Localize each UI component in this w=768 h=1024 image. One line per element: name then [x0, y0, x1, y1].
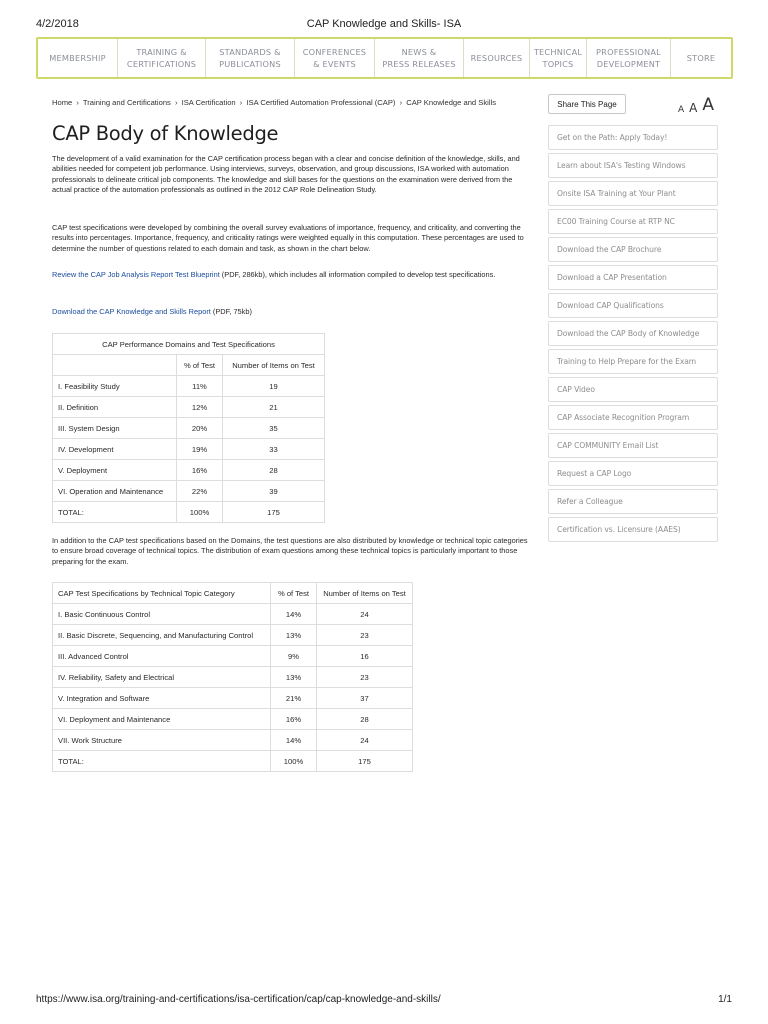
table-cell: TOTAL:: [53, 502, 177, 523]
table-cell: III. System Design: [53, 418, 177, 439]
nav-conferences-events[interactable]: [295, 39, 375, 77]
sidebar-item-ec00-course[interactable]: EC00 Training Course at RTP NC: [548, 209, 718, 234]
table-cell: II. Basic Discrete, Sequencing, and Manufacturing Control: [53, 625, 271, 646]
print-date: 4/2/2018: [36, 18, 79, 30]
table-cell: 21%: [271, 688, 317, 709]
table-cell: II. Definition: [53, 397, 177, 418]
nav-standards-label: STANDARDS & PUBLICATIONS: [219, 47, 281, 69]
table-row: [53, 646, 413, 667]
table-cell: 21: [223, 397, 325, 418]
table-cell: TOTAL:: [53, 751, 271, 772]
table-header-row: [53, 355, 325, 376]
sidebar-item-certification-licensure[interactable]: Certification vs. Licensure (AAES): [548, 517, 718, 542]
technical-topics-paragraph: In addition to the CAP test specifications based on the Domains, the test questions are also distributed by knowledge or technical topic categories to ensure broad coverage of technical topics. The distribution of exam questions among these technical topics is particularly important to those preparing for the exam.: [52, 536, 528, 566]
nav-conferences-label: CONFERENCES & EVENTS: [302, 47, 367, 69]
table-cell: 11%: [177, 376, 223, 397]
table-row: [53, 376, 325, 397]
table-cell: 14%: [271, 730, 317, 751]
table-cell: 22%: [177, 481, 223, 502]
ks-report-paragraph: [52, 307, 532, 317]
ks-report-link[interactable]: Download the CAP Knowledge and Skills Report: [52, 307, 211, 316]
sidebar-links: [548, 125, 718, 545]
table-cell: 20%: [177, 418, 223, 439]
table-header: % of Test: [271, 583, 317, 604]
table-cell: 100%: [177, 502, 223, 523]
nav-professional-development[interactable]: [587, 39, 671, 77]
table-row: [53, 751, 413, 772]
table-caption: CAP Performance Domains and Test Specifications: [53, 334, 325, 355]
nav-training-label: TRAINING & CERTIFICATIONS: [126, 47, 197, 69]
print-title: CAP Knowledge and Skills- ISA: [306, 18, 462, 30]
breadcrumb-separator: ›: [76, 98, 79, 107]
sidebar-item-onsite-training[interactable]: Onsite ISA Training at Your Plant: [548, 181, 718, 206]
table-cell: 13%: [271, 667, 317, 688]
table-caption-row: [53, 334, 325, 355]
sidebar-item-presentation[interactable]: Download a CAP Presentation: [548, 265, 718, 290]
breadcrumb-home[interactable]: Home: [52, 98, 73, 107]
table-row: [53, 397, 325, 418]
table-row: [53, 730, 413, 751]
table-cell: 24: [317, 730, 413, 751]
blueprint-text: (PDF, 286kb), which includes all information compiled to develop test specifications.: [219, 270, 496, 279]
blueprint-link[interactable]: Review the CAP Job Analysis Report Test Blueprint: [52, 270, 220, 279]
breadcrumb-isa-certification[interactable]: ISA Certification: [181, 98, 236, 107]
table-cell: 9%: [271, 646, 317, 667]
table-cell: III. Advanced Control: [53, 646, 271, 667]
table-row: [53, 460, 325, 481]
nav-membership[interactable]: [38, 39, 118, 77]
nav-technical-label: TECHNICAL TOPICS: [533, 47, 583, 69]
table-header: CAP Test Specifications by Technical Topic Category: [53, 583, 271, 604]
sidebar-item-email-list[interactable]: CAP COMMUNITY Email List: [548, 433, 718, 458]
sidebar-item-refer-colleague[interactable]: Refer a Colleague: [548, 489, 718, 514]
sidebar-item-brochure[interactable]: Download the CAP Brochure: [548, 237, 718, 262]
table-row: [53, 481, 325, 502]
table-cell: 28: [317, 709, 413, 730]
table-header: [53, 355, 177, 376]
share-page-button[interactable]: Share This Page: [548, 94, 626, 114]
table-cell: VII. Work Structure: [53, 730, 271, 751]
table-cell: V. Deployment: [53, 460, 177, 481]
table-cell: 28: [223, 460, 325, 481]
nav-resources-label: RESOURCES: [470, 53, 523, 63]
sidebar-item-body-of-knowledge[interactable]: Download the CAP Body of Knowledge: [548, 321, 718, 346]
table-cell: 24: [317, 604, 413, 625]
nav-store-label: STORE: [686, 53, 716, 63]
sidebar-item-testing-windows[interactable]: Learn about ISA's Testing Windows: [548, 153, 718, 178]
table-cell: 39: [223, 481, 325, 502]
table-cell: I. Basic Continuous Control: [53, 604, 271, 625]
breadcrumb-cap[interactable]: ISA Certified Automation Professional (CAP): [246, 98, 396, 107]
table-cell: 16%: [177, 460, 223, 481]
table-header-row: [53, 583, 413, 604]
print-url: https://www.isa.org/training-and-certifications/isa-certification/cap/cap-knowledge-and-skills/: [36, 994, 441, 1005]
table-row: [53, 418, 325, 439]
nav-technical-topics[interactable]: [530, 39, 587, 77]
print-page-number: 1/1: [718, 994, 732, 1005]
font-size-small-button[interactable]: A: [678, 105, 685, 115]
breadcrumb: [52, 98, 498, 107]
table-cell: I. Feasibility Study: [53, 376, 177, 397]
table-row: [53, 688, 413, 709]
nav-training-certifications[interactable]: [118, 39, 206, 77]
font-size-medium-button[interactable]: A: [689, 101, 698, 115]
breadcrumb-training[interactable]: Training and Certifications: [82, 98, 171, 107]
table-cell: 23: [317, 667, 413, 688]
sidebar-item-qualifications[interactable]: Download CAP Qualifications: [548, 293, 718, 318]
table-cell: 33: [223, 439, 325, 460]
sidebar-item-request-logo[interactable]: Request a CAP Logo: [548, 461, 718, 486]
breadcrumb-separator: ›: [174, 98, 178, 107]
sidebar-item-exam-prep[interactable]: Training to Help Prepare for the Exam: [548, 349, 718, 374]
font-size-large-button[interactable]: A: [702, 95, 715, 115]
nav-news-press[interactable]: [375, 39, 464, 77]
table-row: [53, 502, 325, 523]
table-header: % of Test: [177, 355, 223, 376]
table-row: [53, 604, 413, 625]
table-cell: 14%: [271, 604, 317, 625]
table-row: [53, 709, 413, 730]
intro-paragraph: The development of a valid examination for the CAP certification process began with a clear and concise definition of the knowledge, skills, and abilities needed for competent job performance. Using interviews, surveys, observation, and group discussions, ISA worked with automation professionals to delineate critical job components. The knowledge and skill bases for the questions on the examination were derived from the actual practice of the automation professionals as outlined in the 2012 CAP Role Delineation Study.: [52, 154, 520, 195]
breadcrumb-separator: ›: [239, 98, 243, 107]
blueprint-paragraph: [52, 270, 532, 280]
nav-standards-publications[interactable]: [206, 39, 295, 77]
table-cell: IV. Reliability, Safety and Electrical: [53, 667, 271, 688]
table-header: Number of Items on Test: [317, 583, 413, 604]
table-cell: 35: [223, 418, 325, 439]
table-row: [53, 667, 413, 688]
sidebar-item-apply[interactable]: Get on the Path: Apply Today!: [548, 125, 718, 150]
breadcrumb-current: CAP Knowledge and Skills: [406, 98, 496, 107]
domains-table: [52, 333, 325, 523]
test-spec-paragraph: CAP test specifications were developed by combining the overall survey evaluations of importance, frequency, and criticality, and converting the results into percentages. Importance, frequency, and criticality ratings were weighted equally in this computation. These percentages are used to determine the number of questions related to each domain and task, as shown in the chart below.: [52, 223, 524, 253]
table-cell: 19: [223, 376, 325, 397]
table-cell: 16%: [271, 709, 317, 730]
print-footer: [36, 994, 732, 1008]
technical-topics-table: [52, 582, 413, 772]
sidebar-item-associate-program[interactable]: CAP Associate Recognition Program: [548, 405, 718, 430]
nav-membership-label: MEMBERSHIP: [49, 53, 106, 63]
table-cell: 100%: [271, 751, 317, 772]
nav-store[interactable]: [671, 39, 731, 77]
sidebar-item-video[interactable]: CAP Video: [548, 377, 718, 402]
table-cell: V. Integration and Software: [53, 688, 271, 709]
nav-resources[interactable]: [464, 39, 530, 77]
table-row: [53, 439, 325, 460]
table-cell: 175: [223, 502, 325, 523]
table-cell: 37: [317, 688, 413, 709]
table-cell: 13%: [271, 625, 317, 646]
table-cell: IV. Development: [53, 439, 177, 460]
nav-news-label: NEWS & PRESS RELEASES: [382, 47, 456, 69]
table-cell: 23: [317, 625, 413, 646]
breadcrumb-separator: ›: [399, 98, 403, 107]
print-header: [36, 18, 732, 32]
ks-report-text: (PDF, 75kb): [210, 307, 252, 316]
nav-professional-label: PROFESSIONAL DEVELOPMENT: [596, 47, 661, 69]
font-size-controls: [678, 93, 714, 115]
page-title: CAP Body of Knowledge: [52, 122, 279, 145]
table-cell: 19%: [177, 439, 223, 460]
table-cell: 16: [317, 646, 413, 667]
table-cell: 175: [317, 751, 413, 772]
table-cell: 12%: [177, 397, 223, 418]
main-nav: [36, 37, 733, 79]
table-header: Number of Items on Test: [223, 355, 325, 376]
table-cell: VI. Operation and Maintenance: [53, 481, 177, 502]
table-row: [53, 625, 413, 646]
table-cell: VI. Deployment and Maintenance: [53, 709, 271, 730]
